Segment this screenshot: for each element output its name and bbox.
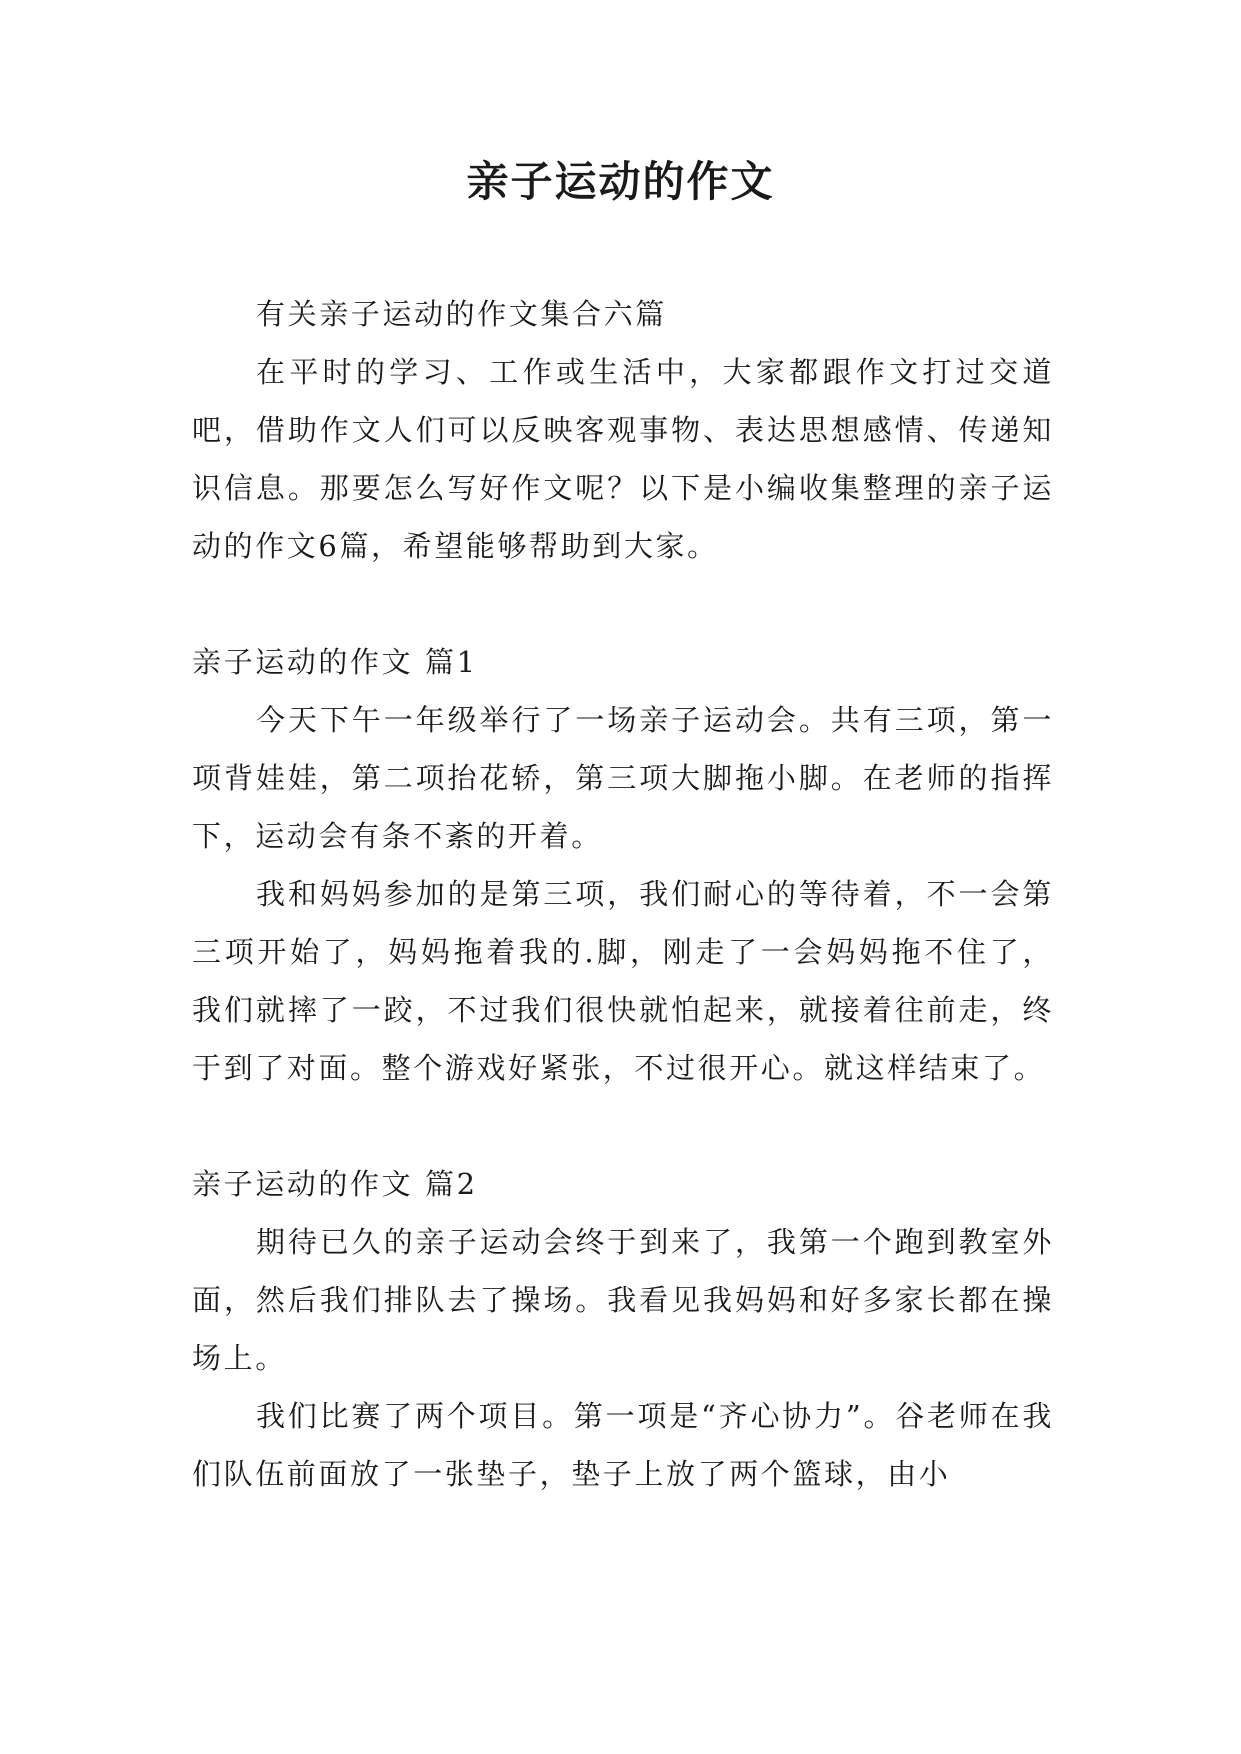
section-gap [192, 1097, 1054, 1155]
body-paragraph: 我和妈妈参加的是第三项，我们耐心的等待着，不一会第三项开始了，妈妈拖着我的.脚，刚走了一会妈妈拖不住了，我们就摔了一跤，不过我们很快就怕起来，就接着往前走，终于到了对面。整个游戏好紧张，不过很开心。就这样结束了。 [192, 877, 1054, 1085]
section-gap [192, 575, 1054, 633]
section-heading: 亲子运动的作文 篇2 [192, 1167, 478, 1201]
section-heading: 亲子运动的作文 篇1 [192, 645, 478, 679]
body-paragraph: 今天下午一年级举行了一场亲子运动会。共有三项，第一项背娃娃，第二项抬花轿，第三项大脚拖小脚。在老师的指挥下，运动会有条不紊的开着。 [192, 703, 1054, 853]
subtitle-paragraph: 有关亲子运动的作文集合六篇 [256, 297, 667, 331]
intro-paragraph: 在平时的学习、工作或生活中，大家都跟作文打过交道吧，借助作文人们可以反映客观事物、表达思想感情、传递知识信息。那要怎么写好作文呢？以下是小编收集整理的亲子运动的作文6篇，希望能够帮助到大家。 [192, 355, 1054, 563]
body-paragraph: 期待已久的亲子运动会终于到来了，我第一个跑到教室外面，然后我们排队去了操场。我看见我妈妈和好多家长都在操场上。 [192, 1225, 1054, 1375]
document-body [192, 285, 1054, 1503]
body-paragraph: 我们比赛了两个项目。第一项是“齐心协力”。谷老师在我们队伍前面放了一张垫子，垫子上放了两个篮球，由小 [192, 1399, 1054, 1491]
document-title: 亲子运动的作文 [466, 157, 775, 206]
